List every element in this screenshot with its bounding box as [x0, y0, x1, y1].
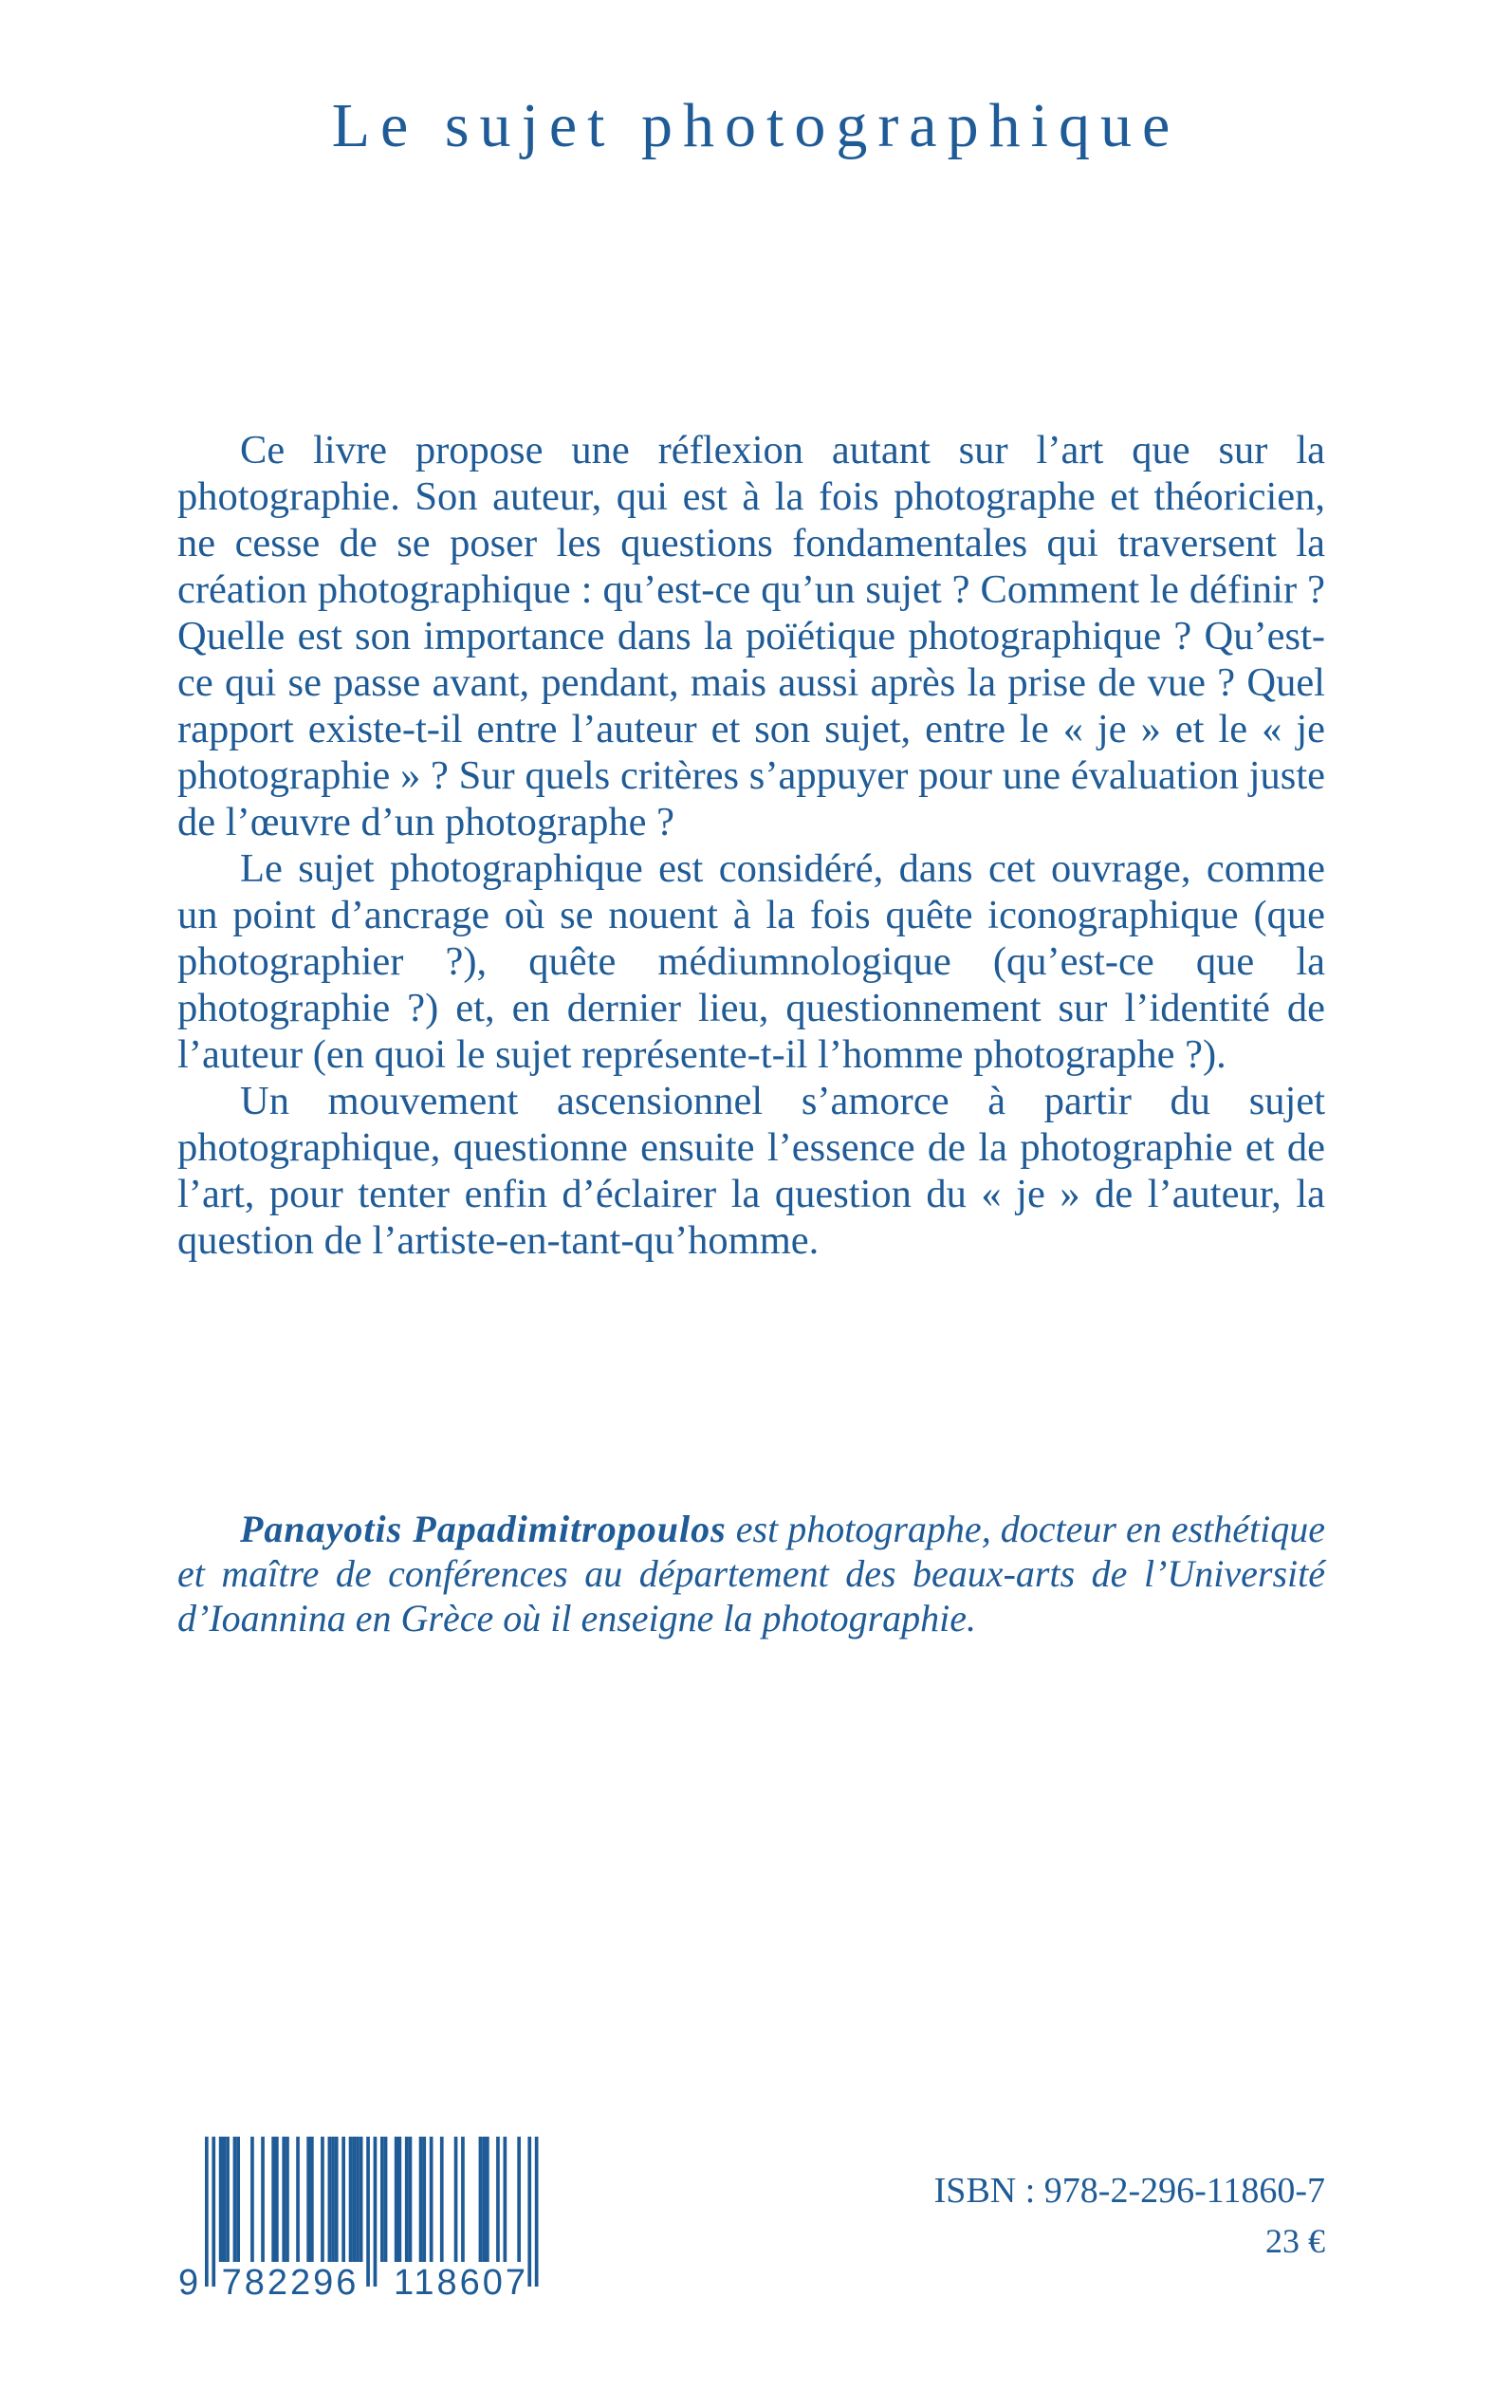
barcode-bar [219, 2137, 223, 2262]
barcode-bar [395, 2137, 398, 2262]
barcode-bar [223, 2137, 227, 2262]
barcode-bar [440, 2137, 444, 2262]
barcode-digits-left: 782296 [221, 2263, 360, 2299]
barcode-bar [496, 2137, 500, 2262]
isbn-label: ISBN : 978-2-296-11860-7 [933, 2171, 1325, 2211]
barcode-bar [356, 2137, 360, 2262]
barcode-digits-right: 118607 [394, 2263, 528, 2299]
back-cover-summary [177, 427, 1325, 1264]
barcode-bar [226, 2137, 230, 2262]
barcode-bar [341, 2137, 345, 2262]
barcode-bar [422, 2137, 426, 2262]
barcode-bar [430, 2137, 433, 2262]
barcode-digit-lead: 9 [178, 2263, 199, 2299]
summary-paragraph: Le sujet photographique est considéré, dans cet ouvrage, comme un point d’ancrage où se nouent à la fois quête iconographique (que photographier ?), quête médiumnologique (qu’est-ce que la photographie ?) et, en dernier lieu, questionnement sur l’identité de l’auteur (en quoi le sujet représente-t-il l’homme photographe ?). [177, 846, 1325, 1077]
summary-paragraph: Un mouvement ascensionnel s’amorce à partir du sujet photographique, questionne ensuite l’essence de la photographie et de l’art, pour tenter enfin d’éclairer la question du « je » de l’auteur, la question de l’artiste-en-tant-qu’homme. [177, 1079, 1325, 1263]
barcode-bar [454, 2137, 458, 2262]
barcode-bar [384, 2137, 388, 2262]
barcode-bar [535, 2137, 539, 2287]
barcode-bar [286, 2137, 289, 2262]
barcode-bar [486, 2137, 489, 2262]
barcode-bar [409, 2137, 413, 2262]
barcode-bar [261, 2137, 265, 2262]
barcode-bar [352, 2137, 356, 2262]
barcode-bar [482, 2137, 486, 2262]
barcode-bar [306, 2137, 310, 2262]
author-bio-text: est photographe, docteur en esthétique et maître de conférences au département des beaux-arts de l’Université d’Ioannina en Grèce où il enseigne la photographie. [177, 1508, 1326, 1639]
barcode-bar [349, 2137, 353, 2262]
author-bio-paragraph [177, 1507, 1325, 1640]
barcode-bar [479, 2137, 483, 2262]
barcode-bar [380, 2137, 384, 2262]
barcode-bar [405, 2137, 409, 2262]
barcode-bar [331, 2137, 335, 2262]
barcode-bar [205, 2137, 209, 2287]
barcode-bar [275, 2137, 279, 2262]
barcode-bar [504, 2137, 507, 2262]
barcode-bar [282, 2137, 286, 2262]
barcode-bar [374, 2137, 378, 2287]
barcode-bar [366, 2137, 370, 2287]
barcode-bar [250, 2137, 254, 2262]
author-name: Panayotis Papadimitropoulos [240, 1508, 727, 1550]
barcode-bar [461, 2137, 465, 2262]
barcode-bar [328, 2137, 332, 2262]
summary-paragraph: Ce livre propose une réflexion autant sur l’art que sur la photographie. Son auteur, qui est à la fois photographe et théoricien, ne cesse de se poser les questions fondamentales qui traversent la création photographique : qu’est-ce qu’un sujet ? Comment le définir ? Quelle est son importance dans la poïétique photographique ? Qu’est-ce qui se passe avant, pendant, mais aussi après la prise de vue ? Quel rapport existe-t-il entre l’auteur et son sujet, entre le « je » et le « je photographie » ? Sur quels critères s’appuyer pour une évaluation juste de l’œuvre d’un photographe ? [177, 428, 1325, 844]
barcode-bar [212, 2137, 215, 2287]
barcode-bar [517, 2137, 521, 2262]
barcode-bar [321, 2137, 324, 2262]
barcode-bar [310, 2137, 314, 2262]
book-title: Le sujet photographique [331, 91, 1181, 160]
price-label: 23 € [1265, 2222, 1325, 2260]
barcode-bar [360, 2137, 363, 2262]
barcode-bar [398, 2137, 402, 2262]
barcode [176, 2133, 575, 2299]
author-bio [177, 1507, 1325, 1640]
barcode-bar [419, 2137, 423, 2262]
barcode-bar [296, 2137, 300, 2262]
barcode-bar [271, 2137, 275, 2262]
barcode-bar [236, 2137, 240, 2262]
barcode-bar [233, 2137, 237, 2262]
barcode-bar [335, 2137, 339, 2262]
